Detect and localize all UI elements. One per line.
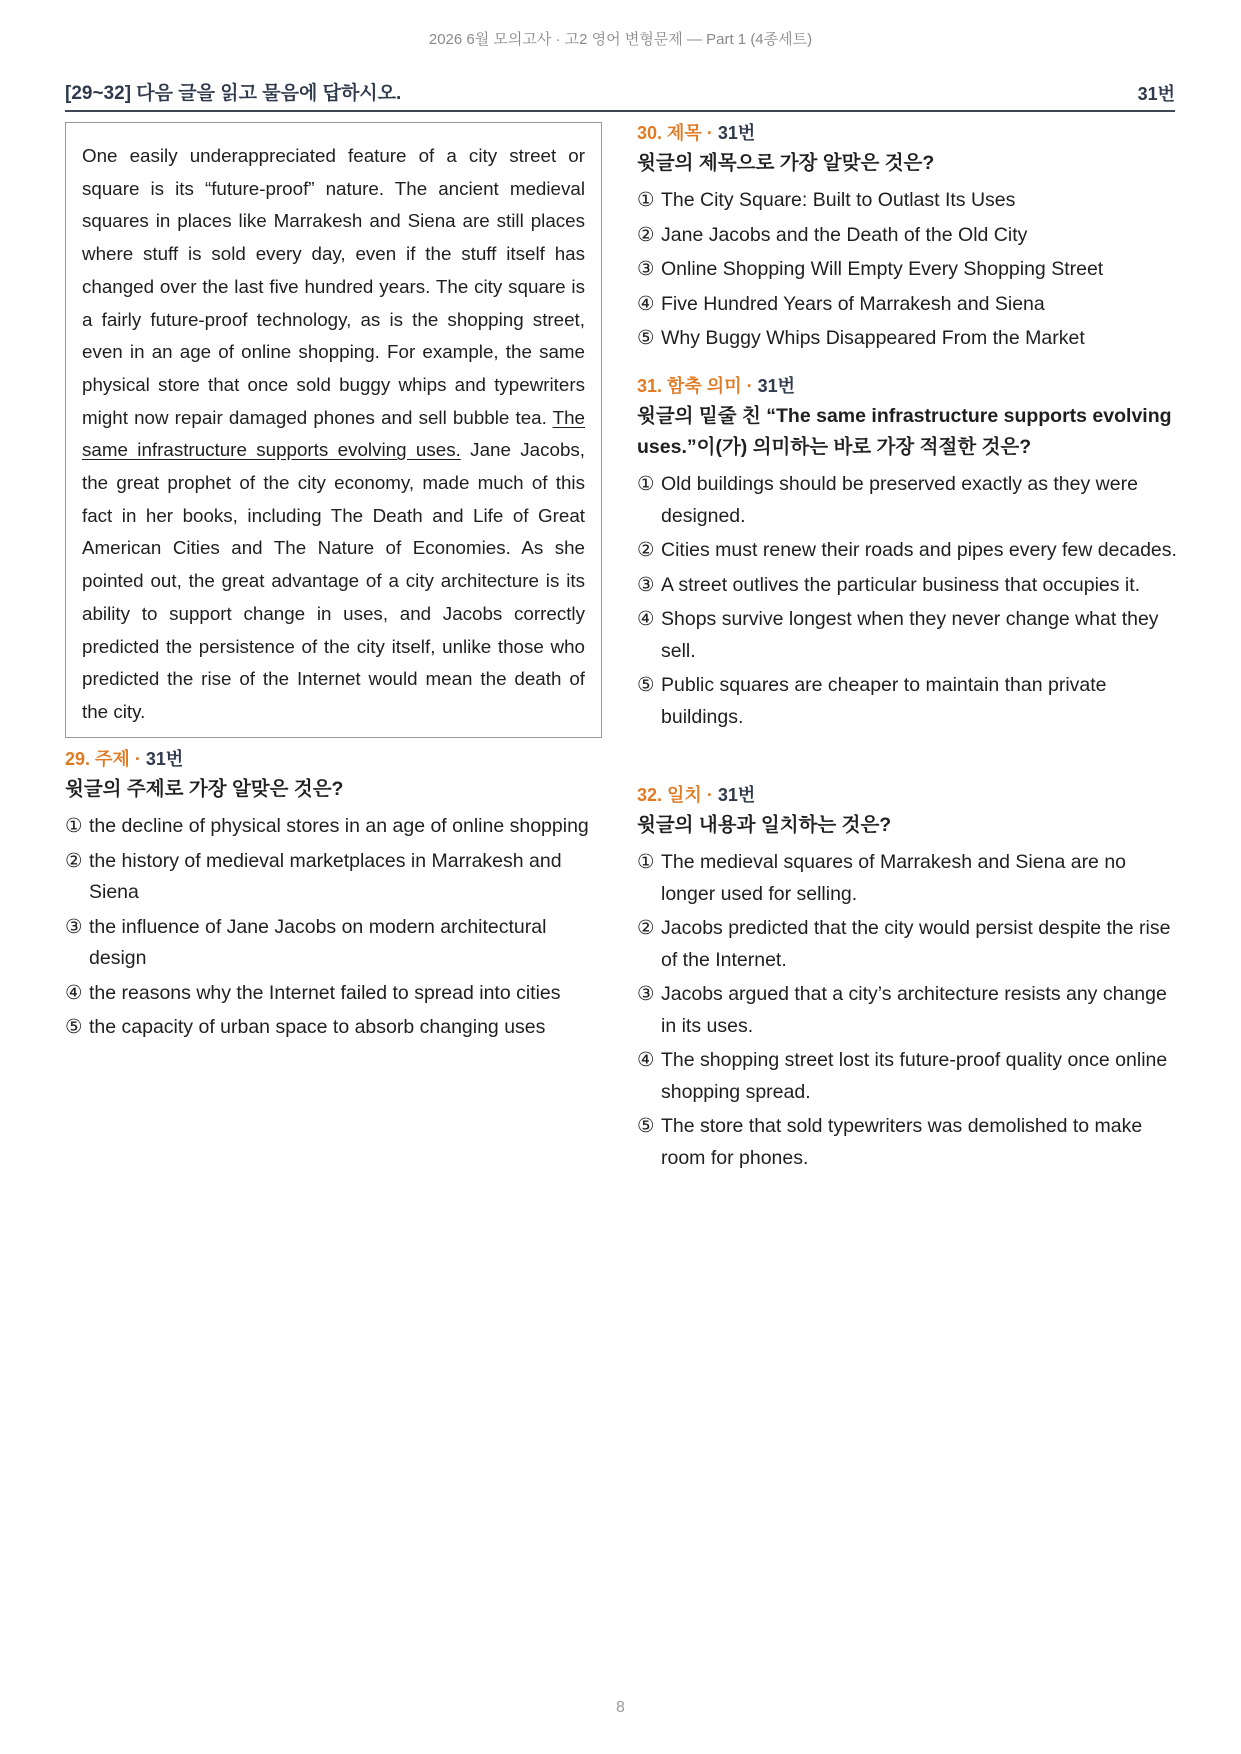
answer-option[interactable]	[637, 570, 1177, 602]
question-29-prompt: 윗글의 주제로 가장 알맞은 것은?	[65, 778, 344, 800]
option-marker: ④	[65, 981, 83, 1004]
question-31-header	[637, 371, 1177, 401]
passage-text-before: One easily underappreciated feature of a city street or square is its “future-proof” nature. The ancient medieval squares in places like Marrakesh and Siena are still places where stuff is sold every day, even if the stuff itself has changed over the last five hundred years. The city square is a fairly future-proof technology, as is the shopping street, even in an age of online shopping. For example, the same physical store that once sold buggy whips and typewriters might now repair damaged phones and sell bubble tea.	[82, 145, 585, 428]
option-marker: ①	[637, 473, 655, 495]
question-30-header	[637, 118, 1177, 148]
option-text: the influence of Jane Jacobs on modern architectural design	[89, 915, 547, 969]
page-number: 8	[616, 1699, 625, 1716]
option-text: The shopping street lost its future-proof quality once online shopping spread.	[661, 1049, 1168, 1103]
answer-option[interactable]	[637, 535, 1177, 567]
option-text: Five Hundred Years of Marrakesh and Siena	[661, 292, 1045, 315]
option-text: Jane Jacobs and the Death of the Old City	[661, 223, 1028, 246]
answer-option[interactable]	[637, 670, 1177, 733]
separator-dot: ·	[706, 123, 713, 143]
reading-passage	[65, 122, 602, 738]
instruction-row	[65, 78, 1175, 112]
answer-option[interactable]	[637, 323, 1177, 355]
passage-underlined-sentence: The same infrastructure supports evolving uses.	[82, 406, 585, 461]
answer-option[interactable]	[637, 185, 1177, 217]
answer-option[interactable]	[637, 847, 1177, 910]
question-type-label: 30. 제목	[637, 123, 702, 143]
option-text: Why Buggy Whips Disappeared From the Market	[661, 327, 1085, 349]
answer-option[interactable]	[637, 469, 1177, 532]
question-29-options	[65, 811, 605, 1044]
answer-option[interactable]	[65, 811, 605, 843]
separator-dot: ·	[746, 376, 753, 396]
question-32	[637, 780, 1177, 1177]
option-marker: ⑤	[65, 1016, 83, 1038]
option-text: Jacobs argued that a city’s architecture resists any change in its uses.	[661, 983, 1167, 1037]
answer-option[interactable]	[65, 978, 605, 1010]
question-32-header	[637, 780, 1177, 810]
question-type-label: 31. 함축 의미	[637, 376, 742, 396]
question-type-label: 32. 일치	[637, 785, 702, 805]
answer-option[interactable]	[65, 1012, 605, 1044]
option-marker: ⑤	[637, 327, 655, 349]
question-31	[637, 371, 1177, 736]
question-source-number: 31번	[757, 376, 796, 396]
question-source-number: 31번	[145, 749, 184, 769]
question-31-options	[637, 469, 1177, 733]
question-29	[65, 744, 605, 1047]
option-marker: ⑤	[637, 674, 655, 696]
question-number-label: 31번	[1137, 84, 1175, 104]
question-source-number: 31번	[717, 123, 756, 143]
option-text: The store that sold typewriters was demolished to make room for phones.	[661, 1115, 1143, 1169]
question-30	[637, 118, 1177, 358]
option-marker: ③	[637, 573, 655, 596]
option-marker: ⑤	[637, 1115, 655, 1137]
answer-option[interactable]	[637, 913, 1177, 976]
question-29-header	[65, 744, 605, 774]
option-text: Cities must renew their roads and pipes every few decades.	[661, 539, 1177, 561]
option-text: Old buildings should be preserved exactly as they were designed.	[661, 473, 1138, 527]
option-marker: ②	[637, 917, 655, 939]
option-marker: ①	[637, 851, 655, 873]
answer-option[interactable]	[637, 1111, 1177, 1174]
option-text: the decline of physical stores in an age of online shopping	[89, 815, 589, 837]
answer-option[interactable]	[65, 912, 605, 975]
option-text: The medieval squares of Marrakesh and Siena are no longer used for selling.	[661, 851, 1127, 905]
option-text: The City Square: Built to Outlast Its Uses	[661, 189, 1016, 211]
option-text: Shops survive longest when they never change what they sell.	[661, 608, 1159, 662]
option-text: the reasons why the Internet failed to spread into cities	[89, 981, 561, 1004]
option-text: Public squares are cheaper to maintain than private buildings.	[661, 674, 1107, 728]
question-30-prompt: 윗글의 제목으로 가장 알맞은 것은?	[637, 152, 935, 174]
option-marker: ③	[637, 258, 655, 280]
passage-text-after: Jane Jacobs, the great prophet of the city economy, made much of this fact in her books, including The Death and Life of Great American Cities and The Nature of Economies. As she pointed out, the great advantage of a city architecture is its ability to support change in uses, and Jacobs correctly predicted the persistence of the city itself, unlike those who predicted the rise of the Internet would mean the death of the city.	[82, 439, 585, 722]
question-32-prompt: 윗글의 내용과 일치하는 것은?	[637, 814, 892, 836]
instruction-text: [29~32] 다음 글을 읽고 물음에 답하시오.	[65, 83, 402, 104]
question-31-prompt: 윗글의 밑줄 친 “The same infrastructure supports evolving uses.”이(가) 의미하는 바로 가장 적절한 것은?	[637, 405, 1172, 458]
option-text: Online Shopping Will Empty Every Shopping Street	[661, 258, 1104, 280]
option-text: the capacity of urban space to absorb changing uses	[89, 1016, 546, 1038]
option-marker: ④	[637, 1049, 655, 1071]
answer-option[interactable]	[637, 1045, 1177, 1108]
option-marker: ④	[637, 292, 655, 315]
answer-option[interactable]	[637, 604, 1177, 667]
option-marker: ③	[637, 983, 655, 1005]
separator-dot: ·	[134, 749, 141, 769]
answer-option[interactable]	[637, 220, 1177, 252]
option-text: A street outlives the particular business that occupies it.	[661, 573, 1141, 596]
answer-option[interactable]	[65, 846, 605, 909]
option-marker: ①	[65, 815, 83, 837]
option-text: Jacobs predicted that the city would persist despite the rise of the Internet.	[661, 917, 1171, 971]
answer-option[interactable]	[637, 289, 1177, 321]
question-type-label: 29. 주제	[65, 749, 130, 769]
option-marker: ①	[637, 189, 655, 211]
option-marker: ②	[637, 223, 655, 246]
separator-dot: ·	[706, 785, 713, 805]
answer-option[interactable]	[637, 254, 1177, 286]
option-marker: ②	[65, 849, 83, 872]
running-head: 2026 6월 모의고사 · 고2 영어 변형문제 — Part 1 (4종세트)	[428, 31, 813, 48]
answer-option[interactable]	[637, 979, 1177, 1042]
option-marker: ②	[637, 539, 655, 561]
question-32-options	[637, 847, 1177, 1174]
question-source-number: 31번	[717, 785, 756, 805]
option-text: the history of medieval marketplaces in Marrakesh and Siena	[89, 849, 562, 903]
question-30-options	[637, 185, 1177, 355]
option-marker: ④	[637, 608, 655, 630]
option-marker: ③	[65, 915, 83, 938]
